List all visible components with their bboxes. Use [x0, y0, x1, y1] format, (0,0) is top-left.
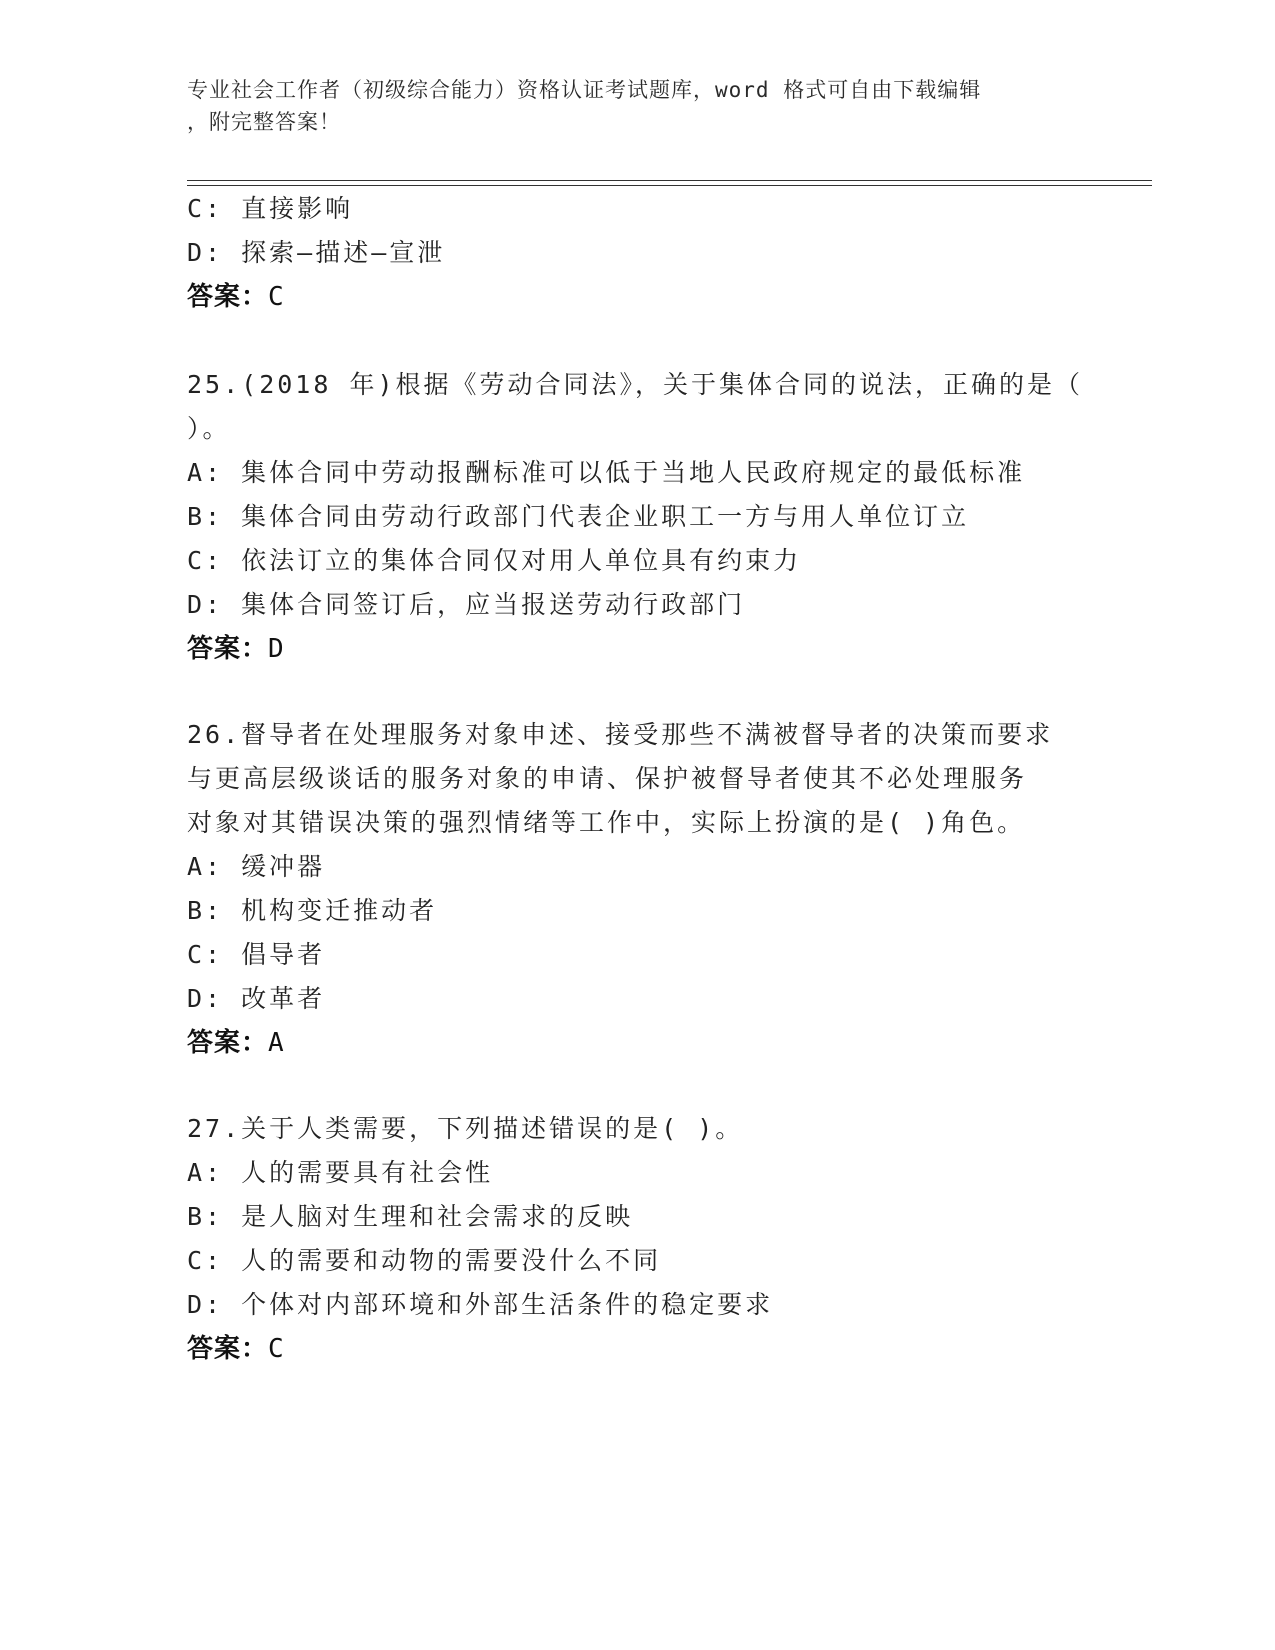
header-line-2: ，附完整答案！: [187, 110, 341, 134]
question-27-option-a: [187, 1158, 493, 1188]
question-26-stem-line-1: 26.督导者在处理服务对象申述、接受那些不满被督导者的决策而要求: [187, 720, 1054, 749]
question-27-stem-line-1: 27.关于人类需要，下列描述错误的是( )。: [187, 1114, 744, 1143]
answer-value: C: [268, 1334, 285, 1364]
answer-value: C: [268, 282, 285, 312]
option-text: 集体合同中劳动报酬标准可以低于当地人民政府规定的最低标准: [241, 458, 1026, 487]
question-26-answer: [187, 1028, 285, 1058]
question-25-stem-line-2: ）。: [187, 414, 231, 443]
answer-label: 答案：: [187, 1028, 269, 1058]
question-25-option-b: [187, 502, 969, 532]
option-text: 依法订立的集体合同仅对用人单位具有约束力: [241, 546, 802, 575]
answer-label: 答案：: [187, 1334, 269, 1364]
question-26-stem-line-3: 对象对其错误决策的强烈情绪等工作中，实际上扮演的是( )角色。: [187, 808, 1026, 837]
option-letter: C:: [187, 940, 224, 969]
question-26-option-c: [187, 940, 325, 970]
answer-value: A: [268, 1028, 285, 1058]
option-letter: D:: [187, 1290, 224, 1319]
document-header: [187, 74, 1067, 138]
header-rule-top: [187, 180, 1152, 181]
option-text: 个体对内部环境和外部生活条件的稳定要求: [241, 1290, 774, 1319]
question-27-answer: [187, 1334, 285, 1364]
option-text: 直接影响: [241, 194, 354, 223]
prev-question-answer: [187, 282, 285, 312]
option-letter: B:: [187, 896, 224, 925]
answer-value: D: [268, 634, 285, 664]
option-letter: D:: [187, 238, 224, 267]
answer-label: 答案：: [187, 282, 269, 312]
question-27-option-d: [187, 1290, 773, 1320]
option-text: 人的需要和动物的需要没什么不同: [241, 1246, 662, 1275]
option-letter: A:: [187, 458, 224, 487]
prev-question-option-d: [187, 238, 445, 268]
question-26-option-d: [187, 984, 325, 1014]
option-text: 人的需要具有社会性: [241, 1158, 494, 1187]
option-text: 集体合同由劳动行政部门代表企业职工一方与用人单位订立: [241, 502, 970, 531]
option-text: 机构变迁推动者: [241, 896, 438, 925]
option-letter: A:: [187, 852, 224, 881]
option-text: 倡导者: [241, 940, 326, 969]
option-letter: D:: [187, 590, 224, 619]
prev-question-option-c: [187, 194, 353, 224]
option-text: 是人脑对生理和社会需求的反映: [241, 1202, 634, 1231]
question-27-option-b: [187, 1202, 633, 1232]
option-text: 改革者: [241, 984, 326, 1013]
question-25-option-c: [187, 546, 801, 576]
option-letter: C:: [187, 194, 224, 223]
question-25-option-a: [187, 458, 1025, 488]
question-25-option-d: [187, 590, 745, 620]
option-letter: A:: [187, 1158, 224, 1187]
header-line-1: 专业社会工作者（初级综合能力）资格认证考试题库，word 格式可自由下载编辑: [187, 78, 982, 102]
option-letter: D:: [187, 984, 224, 1013]
question-25-stem-line-1: 25.(2018 年)根据《劳动合同法》，关于集体合同的说法，正确的是（: [187, 370, 1084, 399]
option-letter: C:: [187, 546, 224, 575]
question-26-option-b: [187, 896, 437, 926]
option-text: 集体合同签订后，应当报送劳动行政部门: [241, 590, 746, 619]
question-25-answer: [187, 634, 285, 664]
option-text: 缓冲器: [241, 852, 326, 881]
question-26-stem-line-2: 与更高层级谈话的服务对象的申请、保护被督导者使其不必处理服务: [187, 764, 1028, 793]
option-letter: C:: [187, 1246, 224, 1275]
answer-label: 答案：: [187, 634, 269, 664]
question-26-option-a: [187, 852, 325, 882]
question-27-option-c: [187, 1246, 661, 1276]
option-text: 探索—描述—宣泄: [241, 238, 446, 267]
option-letter: B:: [187, 502, 224, 531]
option-letter: B:: [187, 1202, 224, 1231]
header-rule-bottom: [187, 185, 1152, 186]
